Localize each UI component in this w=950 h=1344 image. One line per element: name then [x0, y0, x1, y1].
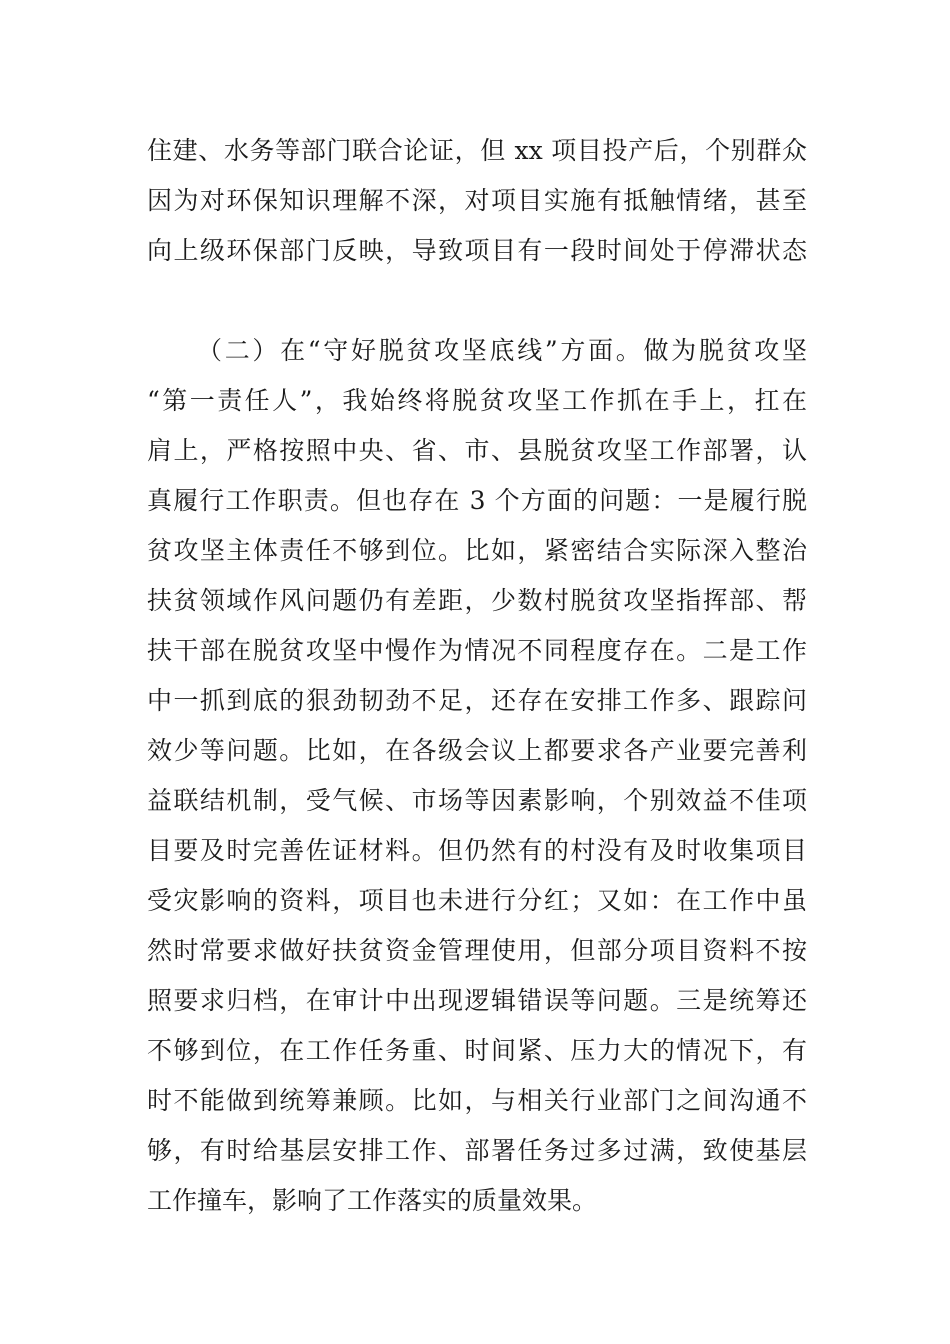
text-line: 然时常要求做好扶贫资金管理使用，但部分项目资料不按: [147, 936, 807, 965]
text-line: 不够到位，在工作任务重、时间紧、压力大的情况下，有: [147, 1036, 807, 1065]
text-line: 向上级环保部门反映，导致项目有一段时间处于停滞状态: [147, 236, 807, 265]
text-line: 效少等问题。比如，在各级会议上都要求各产业要完善利: [147, 736, 807, 765]
text-line: 因为对环保知识理解不深，对项目实施有抵触情绪，甚至: [147, 186, 807, 215]
text-line: 真履行工作职责。但也存在 3 个方面的问题：一是履行脱: [147, 486, 807, 515]
text-line: 时不能做到统筹兼顾。比如，与相关行业部门之间沟通不: [147, 1086, 807, 1115]
text-line: 扶干部在脱贫攻坚中慢作为情况不同程度存在。二是工作: [147, 636, 807, 665]
text-line: 受灾影响的资料，项目也未进行分红；又如：在工作中虽: [147, 886, 807, 915]
text-line: “第一责任人”，我始终将脱贫攻坚工作抓在手上，扛在: [147, 386, 807, 415]
text-line: 够，有时给基层安排工作、部署任务过多过满，致使基层: [147, 1136, 807, 1165]
text-line: 目要及时完善佐证材料。但仍然有的村没有及时收集项目: [147, 836, 807, 865]
text-line: 照要求归档，在审计中出现逻辑错误等问题。三是统筹还: [147, 986, 807, 1015]
text-line: 贫攻坚主体责任不够到位。比如，紧密结合实际深入整治: [147, 536, 807, 565]
text-line: 肩上，严格按照中央、省、市、县脱贫攻坚工作部署，认: [147, 436, 807, 465]
text-line: （二）在“守好脱贫攻坚底线”方面。做为脱贫攻坚: [197, 336, 807, 365]
text-line: 扶贫领域作风问题仍有差距，少数村脱贫攻坚指挥部、帮: [147, 586, 807, 615]
text-line: 工作撞车，影响了工作落实的质量效果。: [147, 1186, 598, 1215]
text-line: 住建、水务等部门联合论证，但 xx 项目投产后，个别群众: [147, 136, 807, 165]
text-line: 益联结机制，受气候、市场等因素影响，个别效益不佳项: [147, 786, 807, 815]
text-line: 中一抓到底的狠劲韧劲不足，还存在安排工作多、跟踪问: [147, 686, 807, 715]
